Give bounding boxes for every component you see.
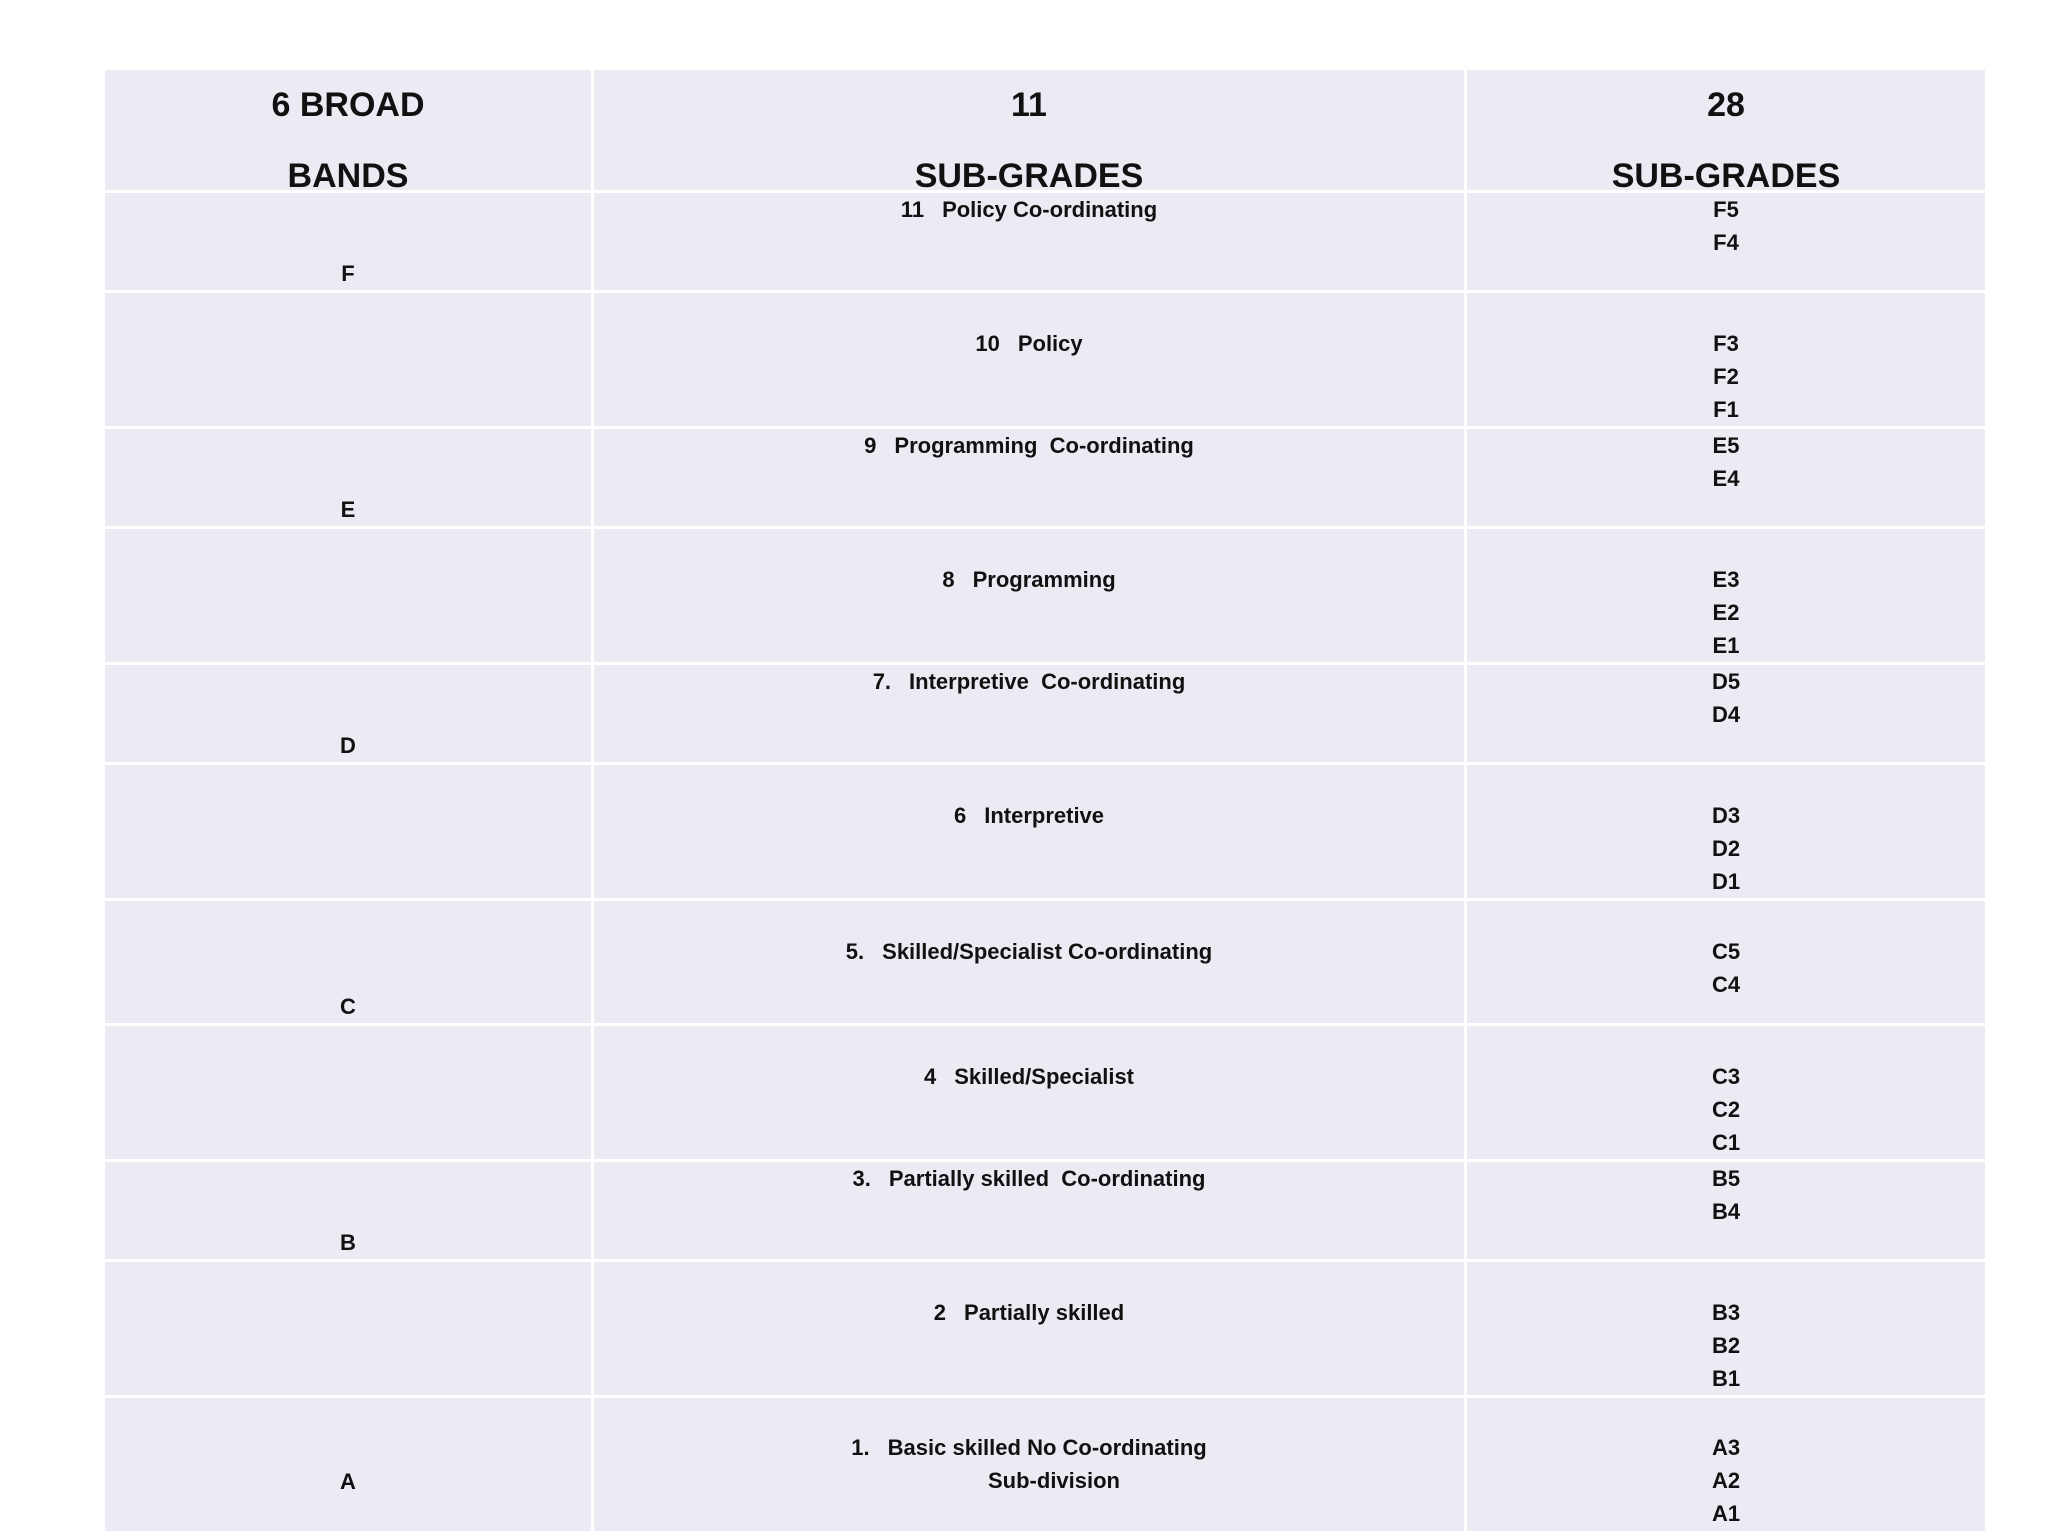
grade-code: C2 [1711,1097,1741,1122]
sub-grade-label: Basic skilled No Co-ordinating [887,1435,1207,1460]
sub-grade-28-cell [1467,1262,1985,1398]
grade-code: D3 [1711,803,1741,828]
band-letter: A [340,1469,356,1494]
table-row [105,1262,1985,1398]
header-row [105,70,1985,193]
grade-code: D1 [1711,869,1741,894]
sub-grade-label: Interpretive Co-ordinating [909,669,1186,694]
sub-grade-28-cell [1467,665,1985,765]
sub-grade-number: 5. [845,939,865,964]
band-cell [105,293,594,429]
grade-code: B2 [1711,1333,1741,1358]
sub-grade-label: Skilled/Specialist Co-ordinating [882,939,1213,964]
grade-code: A1 [1711,1501,1741,1526]
sub-grade-11-cell [594,293,1467,429]
sub-grade-11-cell [594,429,1467,529]
grade-code: B1 [1711,1366,1741,1391]
grade-code: C5 [1711,939,1741,964]
grade-code: B5 [1711,1166,1741,1191]
sub-grade-11-cell [594,1262,1467,1398]
grade-code: F1 [1713,397,1739,422]
grade-code: D2 [1711,836,1741,861]
band-cell [105,765,594,901]
header-broad-bands [105,70,594,193]
sub-grade-11-cell [594,1026,1467,1162]
sub-grade-label: Partially skilled [964,1300,1125,1325]
grade-table-body [105,193,1985,1531]
table-row [105,193,1985,293]
band-cell [105,529,594,665]
grade-code: A2 [1711,1468,1741,1493]
table-row [105,665,1985,765]
grade-code: E2 [1712,600,1740,625]
sub-grade-28-cell [1467,529,1985,665]
sub-grade-label: Policy [1017,331,1083,356]
sub-grade-number: 8 [942,567,955,592]
band-cell [105,429,594,529]
sub-grade-28-cell [1467,193,1985,293]
header-broad-bands-line1: 6 BROAD [271,86,425,124]
grade-code: F3 [1713,331,1739,356]
sub-grade-label: Programming [972,567,1116,592]
band-cell [105,665,594,765]
sub-grade-label: Interpretive [984,803,1105,828]
table-row [105,765,1985,901]
table-row [105,1026,1985,1162]
grade-code: E4 [1712,466,1740,491]
sub-grade-28-cell [1467,901,1985,1026]
grade-code: C4 [1711,972,1741,997]
sub-grade-11-cell [594,529,1467,665]
header-11-sub-grades-line2: SUB-GRADES [914,157,1144,195]
band-cell [105,193,594,293]
sub-grade-number: 2 [933,1300,947,1325]
header-11-sub-grades [594,70,1467,193]
band-cell [105,1398,594,1531]
sub-grade-28-cell [1467,1398,1985,1531]
sub-grade-number: 4 [924,1064,937,1089]
sub-grade-28-cell [1467,1026,1985,1162]
sub-grade-28-cell [1467,429,1985,529]
grade-code: C1 [1711,1130,1741,1155]
sub-grade-label: Policy Co-ordinating [942,197,1158,222]
grade-code: B3 [1711,1300,1741,1325]
sub-grade-28-cell [1467,765,1985,901]
sub-grade-number: 10 [975,331,1000,356]
grade-code: B4 [1711,1199,1741,1224]
band-letter: B [340,1230,356,1255]
sub-grade-label: Programming Co-ordinating [894,433,1194,458]
header-broad-bands-line2: BANDS [287,157,409,195]
header-28-sub-grades-line2: SUB-GRADES [1611,157,1841,195]
grade-code: E3 [1712,567,1740,592]
band-letter: D [340,733,356,758]
sub-grade-28-cell [1467,293,1985,429]
band-cell [105,901,594,1026]
band-cell [105,1026,594,1162]
table-row [105,1398,1985,1531]
sub-grade-label: Skilled/Specialist [954,1064,1134,1089]
sub-grade-number: 11 [900,197,925,222]
grade-code: C3 [1711,1064,1741,1089]
sub-grade-number: 1. [851,1435,870,1460]
grade-code: F4 [1713,230,1739,255]
band-cell [105,1162,594,1262]
grade-code: D4 [1711,702,1741,727]
table-row [105,901,1985,1026]
band-letter: F [341,261,355,286]
band-letter: E [340,497,356,522]
band-cell [105,1262,594,1398]
grade-code: A3 [1711,1435,1741,1460]
grade-structure-table [105,70,1985,1531]
sub-grade-28-cell [1467,1162,1985,1262]
table-row [105,429,1985,529]
sub-grade-number: 3. [852,1166,871,1191]
sub-grade-11-cell [594,1398,1467,1531]
sub-grade-number: 7. [872,669,892,694]
sub-grade-11-cell [594,901,1467,1026]
table-row [105,529,1985,665]
grade-code: E5 [1712,433,1740,458]
sub-grade-11-cell [594,1162,1467,1262]
table-row [105,293,1985,429]
sub-grade-label-line2: Sub-division [988,1468,1120,1493]
grade-code: D5 [1711,669,1741,694]
sub-grade-11-cell [594,765,1467,901]
header-28-sub-grades-line1: 28 [1707,86,1745,124]
header-11-sub-grades-line1: 11 [1011,86,1047,124]
sub-grade-label: Partially skilled Co-ordinating [888,1166,1206,1191]
sub-grade-number: 9 [864,433,877,458]
header-28-sub-grades [1467,70,1985,193]
sub-grade-11-cell [594,665,1467,765]
band-letter: C [340,994,356,1019]
grade-code: F5 [1713,197,1739,222]
table-row [105,1162,1985,1262]
grade-code: F2 [1713,364,1739,389]
sub-grade-number: 6 [953,803,967,828]
sub-grade-11-cell [594,193,1467,293]
grade-code: E1 [1712,633,1740,658]
